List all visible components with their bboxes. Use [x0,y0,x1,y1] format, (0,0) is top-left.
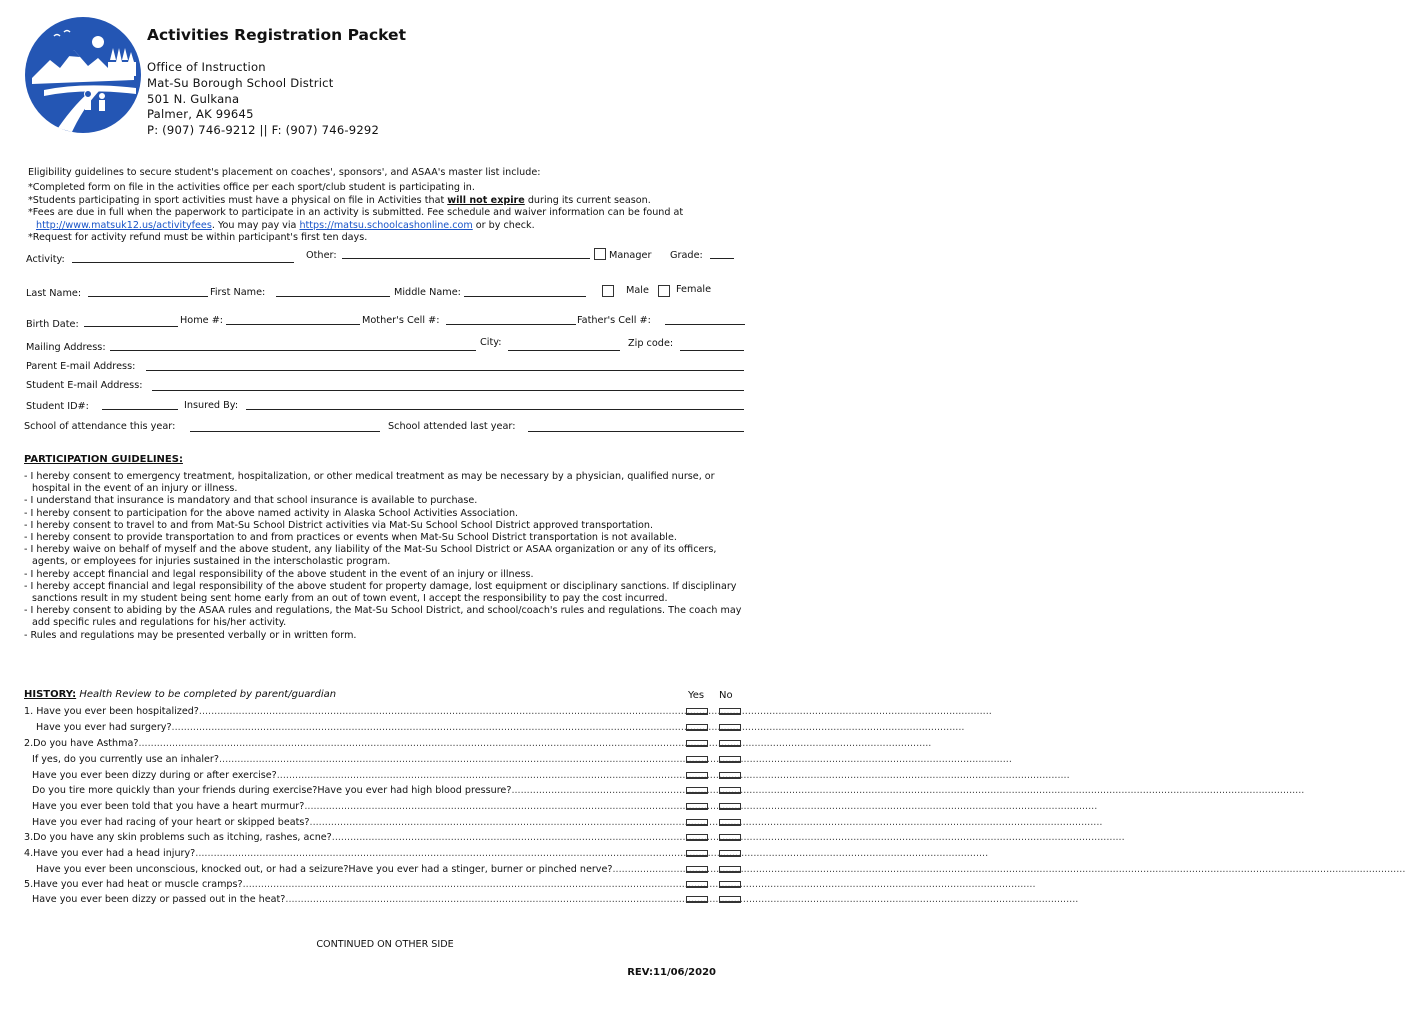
guideline-item: - I hereby consent to travel to and from Mat-Su School District activities via Mat-Su School School District approved transportation. [24,519,654,531]
no-column-label: No [719,690,733,701]
yes-checkbox[interactable] [686,756,708,763]
home-phone-label: Home #: [180,315,224,326]
school-cash-link[interactable]: https://matsu.schoolcashonline.com [299,219,473,231]
history-question-text: Have you ever been unconscious, knocked out, or had a seizure?Have you ever had a stinger, burner or pinched nerve? [36,864,613,875]
birth-date-field[interactable] [84,326,178,327]
grade-label: Grade: [670,250,703,261]
yes-checkbox[interactable] [686,787,708,794]
birth-date-label: Birth Date: [26,319,79,330]
yes-checkbox[interactable] [686,740,708,747]
eligibility-item: *Request for activity refund must be within participant's first ten days. [28,232,368,244]
school-last-year-label: School attended last year: [388,421,516,432]
insured-by-label: Insured By: [184,400,239,411]
male-label: Male [626,285,649,296]
yes-checkbox[interactable] [686,708,708,715]
eligibility-guidelines [28,167,753,244]
no-checkbox[interactable] [719,819,741,826]
mothers-cell-field[interactable] [446,324,576,325]
no-checkbox[interactable] [719,740,741,747]
history-question-text: Have you ever been dizzy or passed out in the heat? [32,894,286,905]
history-title: HISTORY: Health Review to be completed by parent/guardian [24,689,337,700]
no-checkbox[interactable] [719,850,741,857]
history-question: Have you ever been dizzy during or after exercise?.................................................................................................................................................................................................................................................................... [32,770,1070,781]
parent-email-field[interactable] [146,370,744,371]
first-name-label: First Name: [210,287,266,298]
history-question-text: 2.Do you have Asthma? [24,738,139,749]
yes-checkbox[interactable] [686,896,708,903]
student-email-label: Student E-mail Address: [26,380,143,391]
yes-checkbox[interactable] [686,819,708,826]
guideline-item: - I hereby consent to emergency treatment, hospitalization, or other medical treatment as may be necessary by a physician, qualified nurse, or hospital in the event of an injury or illness. [24,471,715,495]
activity-label: Activity: [26,254,65,265]
no-checkbox[interactable] [719,787,741,794]
other-label: Other: [306,250,337,261]
last-name-label: Last Name: [26,288,82,299]
yes-checkbox[interactable] [686,850,708,857]
guideline-item: - Rules and regulations may be presented verbally or in written form. [24,629,357,641]
fathers-cell-field[interactable] [665,324,745,325]
no-checkbox[interactable] [719,866,741,873]
school-last-year-field[interactable] [528,431,744,432]
history-question: If yes, do you currently use an inhaler?.................................................................................................................................................................................................................................................................... [32,754,1012,765]
history-question: 5.Have you ever had heat or muscle cramps?.................................................................................................................................................................................................................................................................... [24,879,1036,890]
yes-checkbox[interactable] [686,803,708,810]
school-attendance-label: School of attendance this year: [24,421,176,432]
student-email-field[interactable] [152,390,744,391]
eligibility-item: *Completed form on file in the activities office per each sport/club student is participating in. [28,182,475,194]
mailing-address-label: Mailing Address: [26,342,106,353]
no-checkbox[interactable] [719,834,741,841]
participation-guidelines-title: PARTICIPATION GUIDELINES: [24,454,183,465]
history-question-text: Have you ever had racing of your heart or skipped beats? [32,817,310,828]
history-question: 1. Have you ever been hospitalized?.................................................................................................................................................................................................................................................................... [24,706,992,717]
office-address [147,60,379,139]
yes-checkbox[interactable] [686,724,708,731]
history-question-text: If yes, do you currently use an inhaler? [32,754,219,765]
revision-date: REV:11/06/2020 [627,967,716,978]
no-checkbox[interactable] [719,724,741,731]
history-question: Have you ever been unconscious, knocked out, or had a seizure?Have you ever had a stinger, burner or pinched nerve?.................................................................................................................................................................................................................................................................... [36,864,1405,875]
student-id-label: Student ID#: [26,401,89,412]
guideline-item: - I hereby consent to provide transportation to and from practices or events when Mat-Su School District transportation is not available. [24,532,677,544]
student-id-field[interactable] [102,409,178,410]
district-logo [24,16,142,134]
zip-code-field[interactable] [680,350,744,351]
yes-checkbox[interactable] [686,866,708,873]
no-checkbox[interactable] [719,708,741,715]
manager-label: Manager [609,250,652,261]
history-question: Have you ever had surgery?.................................................................................................................................................................................................................................................................... [36,722,965,733]
phone-fax-line: P: (907) 746-9212 || F: (907) 746-9292 [147,123,380,138]
history-question: 2.Do you have Asthma?.................................................................................................................................................................................................................................................................... [24,738,932,749]
address-line: Palmer, AK 99645 [147,107,254,122]
last-name-field[interactable] [88,296,208,297]
guideline-item: - I hereby consent to abiding by the ASAA rules and regulations, the Mat-Su School District, and school/coach's rules and regulations. The coach may add specific rules and regulations for his/her activity. [24,605,742,629]
participation-guidelines [24,471,749,642]
guideline-item: - I hereby accept financial and legal responsibility of the above student for property damage, lost equipment or disciplinary sanctions. If disciplinary sanctions result in my student being sent home early from an out of town event, I accept the responsibility to pay the cost incurred. [24,580,737,605]
no-checkbox[interactable] [719,881,741,888]
history-question-text: Have you ever been dizzy during or after exercise? [32,770,277,781]
school-attendance-field[interactable] [190,431,380,432]
address-line: 501 N. Gulkana [147,91,240,106]
history-question: 3.Do you have any skin problems such as itching, rashes, acne?.................................................................................................................................................................................................................................................................... [24,832,1125,843]
address-line: Mat-Su Borough School District [147,75,334,90]
history-question: 4.Have you ever had a head injury?.................................................................................................................................................................................................................................................................... [24,848,989,859]
guideline-item: - I hereby accept financial and legal responsibility of the above student in the event of an injury or illness. [24,568,534,580]
zip-code-label: Zip code: [628,338,674,349]
no-checkbox[interactable] [719,772,741,779]
history-question-text: Have you ever been told that you have a heart murmur? [32,801,305,812]
no-checkbox[interactable] [719,756,741,763]
mailing-address-field[interactable] [110,350,476,351]
continued-note: CONTINUED ON OTHER SIDE [316,939,454,950]
parent-email-label: Parent E-mail Address: [26,361,136,372]
middle-name-label: Middle Name: [394,287,461,298]
history-question-text: 4.Have you ever had a head injury? [24,848,196,859]
city-label: City: [480,337,502,348]
no-checkbox[interactable] [719,896,741,903]
history-question-text: Have you ever had surgery? [36,722,172,733]
middle-name-field[interactable] [464,296,586,297]
guideline-item: - I hereby consent to participation for the above named activity in Alaska School Activities Association. [24,507,519,519]
history-question: Do you tire more quickly than your friends during exercise?Have you ever had high blood pressure?.................................................................................................................................................................................................................................................................... [32,785,1305,796]
yes-checkbox[interactable] [686,834,708,841]
city-field[interactable] [508,350,620,351]
eligibility-intro: Eligibility guidelines to secure student's placement on coaches', sponsors', and ASAA's master list include: [28,167,541,178]
guideline-item: - I understand that insurance is mandatory and that school insurance is available to purchase. [24,495,478,507]
activity-fees-link[interactable]: http://www.matsuk12.us/activityfees [36,219,212,231]
history-question: Have you ever had racing of your heart or skipped beats?.................................................................................................................................................................................................................................................................... [32,817,1103,828]
history-question-text: 5.Have you ever had heat or muscle cramps? [24,879,243,890]
fathers-cell-label: Father's Cell #: [577,315,651,326]
activity-field[interactable] [72,262,294,263]
female-label: Female [676,284,712,295]
yes-checkbox[interactable] [686,772,708,779]
yes-checkbox[interactable] [686,881,708,888]
yes-column-label: Yes [688,690,705,701]
eligibility-item: *Fees are due in full when the paperwork to participate in an activity is submitted. Fee schedule and waiver information can be found at [28,207,684,219]
other-field[interactable] [342,258,590,259]
history-question-text: Do you tire more quickly than your friends during exercise?Have you ever had high blood pressure? [32,785,512,796]
history-question-text: 3.Do you have any skin problems such as itching, rashes, acne? [24,832,332,843]
history-question: Have you ever been told that you have a heart murmur?.................................................................................................................................................................................................................................................................... [32,801,1098,812]
eligibility-item-links: http://www.matsuk12.us/activityfees. You may pay via https://matsu.schoolcashonline.com or by check. [36,219,535,231]
eligibility-item: *Students participating in sport activities must have a physical on file in Activities that will not expire during its current season. [28,194,651,206]
history-question: Have you ever been dizzy or passed out in the heat?.................................................................................................................................................................................................................................................................... [32,894,1079,905]
address-line: Office of Instruction [147,60,266,74]
insured-by-field[interactable] [246,409,744,410]
home-phone-field[interactable] [226,324,360,325]
grade-field[interactable] [710,258,734,259]
page-title: Activities Registration Packet [147,26,406,44]
no-checkbox[interactable] [719,803,741,810]
male-checkbox[interactable] [602,285,614,297]
female-checkbox[interactable] [658,285,670,297]
guideline-item: - I hereby waive on behalf of myself and the above student, any liability of the Mat-Su School District or ASAA organization or any of its officers, agents, or employees for injuries sustained in the interscholastic program. [24,544,717,568]
first-name-field[interactable] [276,296,390,297]
history-question-text: 1. Have you ever been hospitalized? [24,706,199,717]
manager-checkbox[interactable] [594,248,606,260]
mothers-cell-label: Mother's Cell #: [362,315,440,326]
